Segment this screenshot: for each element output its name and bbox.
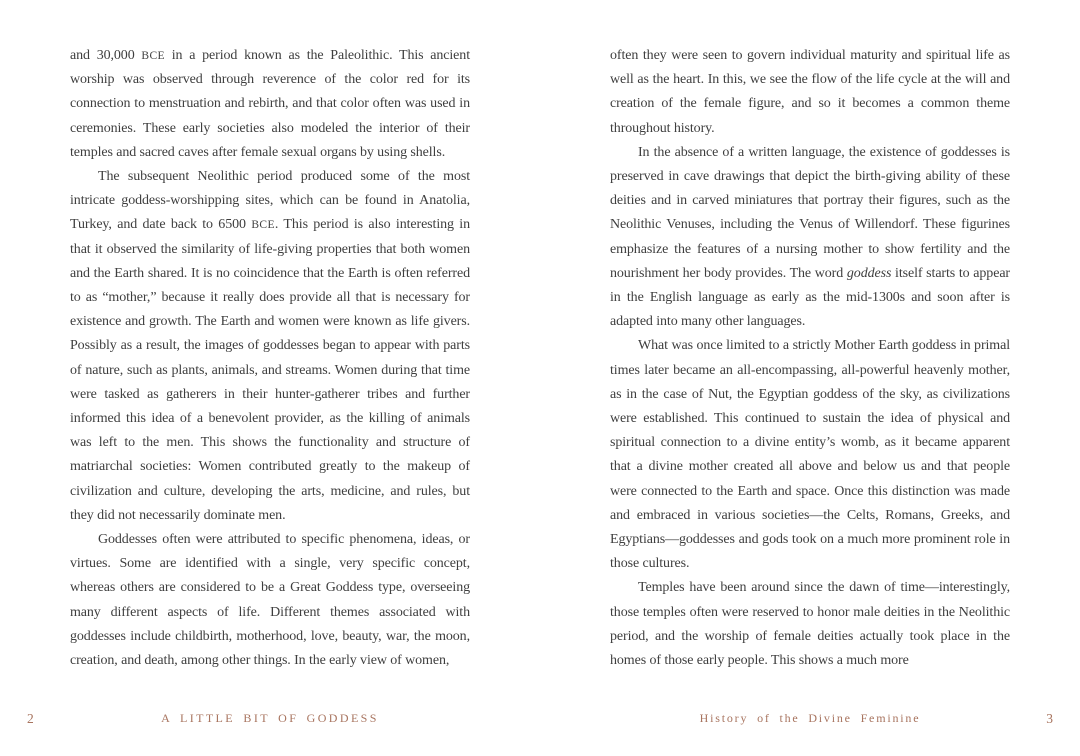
body-paragraph: Goddesses often were attributed to specific phenomena, ideas, or virtues. Some are identified with a single, very specific concept, whereas others are considered to be a Great Goddess type, overseeing many different aspects of life. Different themes associated with goddesses include childbirth, motherhood, love, beauty, war, the moon, creation, and death, among other things. In the early view of women, [70,532,470,669]
body-paragraph: What was once limited to a strictly Mother Earth goddess in primal times later became an all-encompassing, all-powerful heavenly mother, as in the case of Nut, the Egyptian goddess of the sky, as civilizations were established. This continued to sustain the idea of physical and spiritual connection to a divine entity’s womb, as it became apparent that a divine mother created all above and below us and that people were connected to the Earth and space. Once this distinction was made and embraced in various societies—the Celts, Romans, Greeks, and Egyptians—goddesses and gods took on a much more prominent role in those cultures. [610,338,1010,572]
right-page-footer [540,711,1080,727]
left-running-head: A LITTLE BIT OF GODDESS [161,711,379,725]
right-page [540,0,1080,756]
right-page-text-block [610,44,1010,673]
left-page-footer [0,711,540,727]
right-running-head: History of the Divine Feminine [699,711,921,725]
body-paragraph: Temples have been around since the dawn of time—interestingly, those temples often were reserved to honor male deities in the Neolithic period, and the worship of female deities actually took place in the homes of those early people. This shows a much more [610,580,1010,669]
body-paragraph: The subsequent Neolithic period produced some of the most intricate goddess-worshipping sites, which can be found in Anatolia, Turkey, and date back to 6500 BCE. This period is also interesting in that it observed the similarity of life-giving properties that both women and the Earth shared. It is no coincidence that the Earth is often referred to as “mother,” because it really does provide all that is necessary for existence and growth. The Earth and women were known as life givers. Possibly as a result, the images of goddesses began to appear with parts of nature, such as plants, animals, and streams. Women during that time were tasked as gatherers in their hunter-gatherer tribes and further informed this idea of a benevolent provider, as the killing of animals was left to the men. This shows the functionality and structure of matriarchal societies: Women contributed greatly to the makeup of civilization and culture, developing the arts, medicine, and rules, but they did not necessarily dominate men. [70,169,470,523]
body-paragraph: and 30,000 BCE in a period known as the Paleolithic. This ancient worship was observed through reverence of the color red for its connection to menstruation and rebirth, and that color often was used in ceremonies. These early societies also modeled the interior of their temples and sacred caves after female sexual organs by using shells. [70,48,470,160]
left-page-text-block [70,44,470,673]
body-paragraph: often they were seen to govern individual maturity and spiritual life as well as the heart. In this, we see the flow of the life cycle at the will and creation of the female figure, and so it becomes a common theme throughout history. [610,48,1010,136]
body-paragraph: In the absence of a written language, the existence of goddesses is preserved in cave drawings that depict the birth-giving ability of these deities and in carved miniatures that portray their figures, such as the Neolithic Venuses, including the Venus of Willendorf. These figurines emphasize the features of a nursing mother to show fertility and the nourishment her body provides. The word goddess itself starts to appear in the English language as early as the mid-1300s and soon after is adapted into many other languages. [610,144,1010,330]
left-page-number: 2 [27,711,34,726]
right-page-number: 3 [1046,711,1053,726]
